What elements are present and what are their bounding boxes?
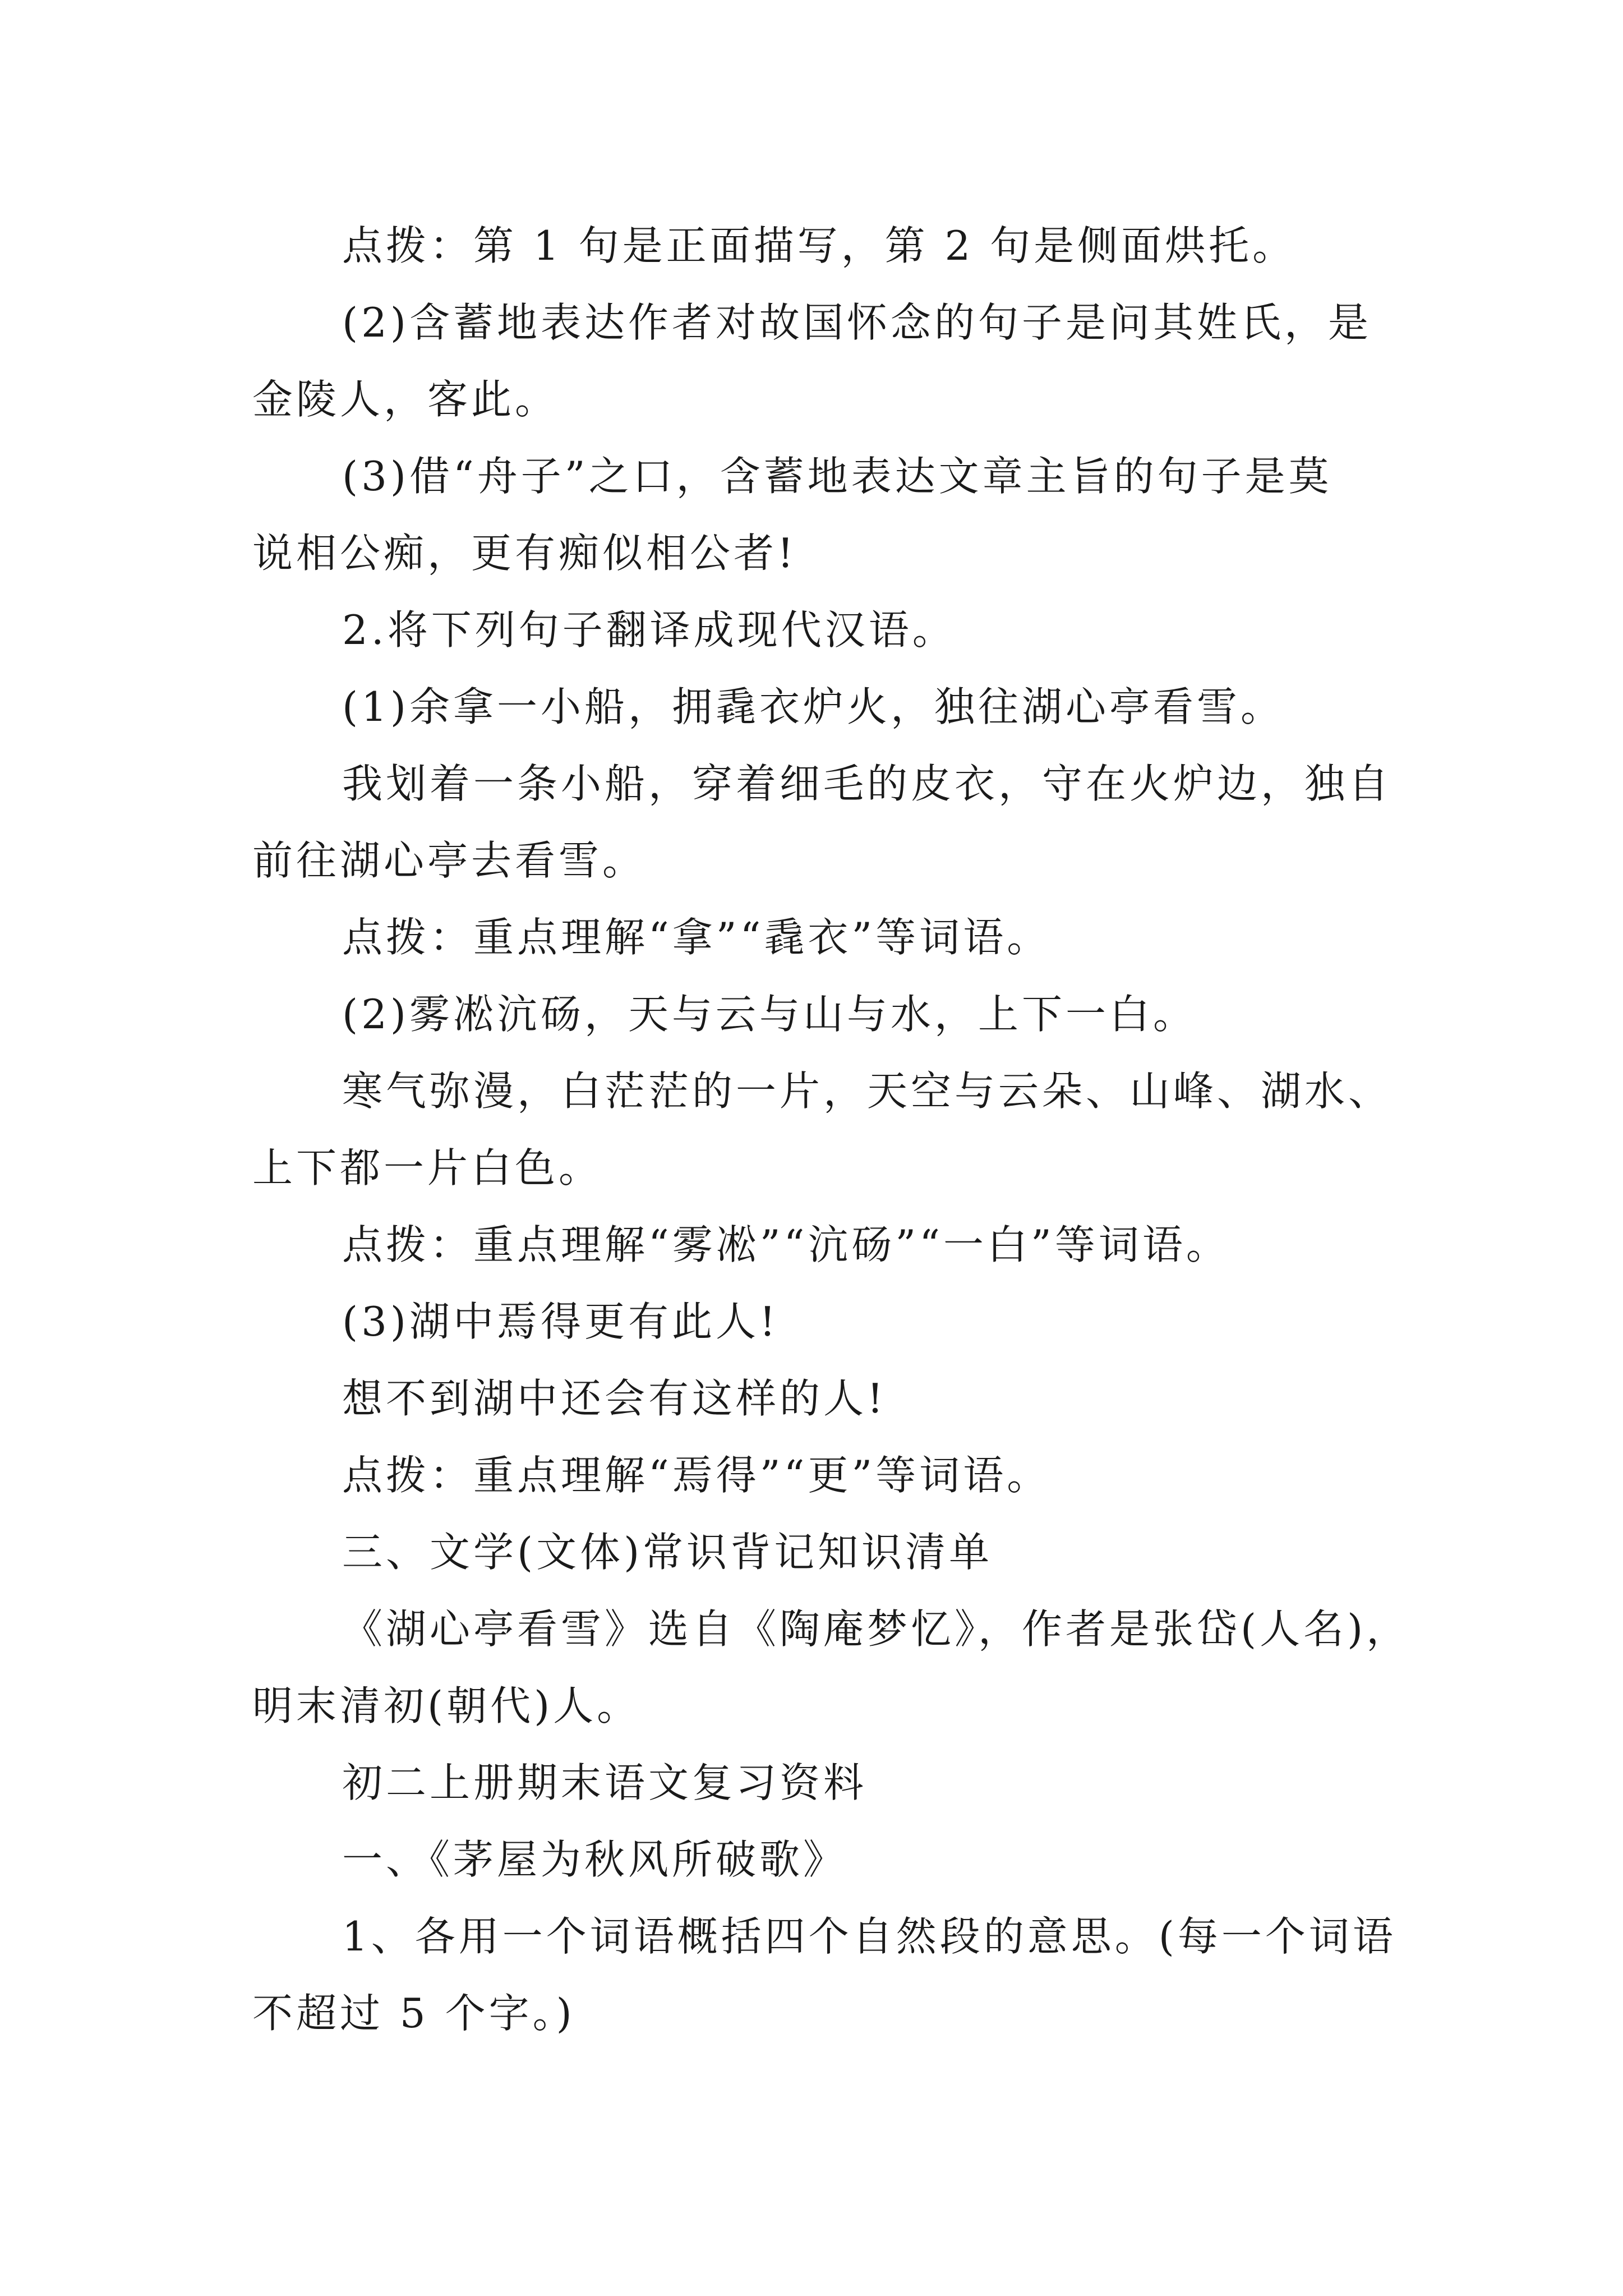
document-subtitle: 初二上册期末语文复习资料 xyxy=(342,1759,868,1806)
text-line: 说相公痴，更有痴似相公者! xyxy=(252,530,797,577)
text-line: (1)余拿一小船，拥毳衣炉火，独往湖心亭看雪。 xyxy=(342,683,1284,730)
text-line: 点拨：重点理解“拿”“毳衣”等词语。 xyxy=(342,914,1051,961)
text-line: 金陵人，客此。 xyxy=(252,376,559,423)
text-line: 点拨：重点理解“焉得”“更”等词语。 xyxy=(342,1452,1051,1499)
text-line: (2)含蓄地表达作者对故国怀念的句子是问其姓氏，是 xyxy=(342,299,1372,346)
text-line: 上下都一片白色。 xyxy=(252,1144,603,1191)
text-line: 前往湖心亭去看雪。 xyxy=(252,837,647,884)
text-line: 明末清初(朝代)人。 xyxy=(252,1682,641,1729)
section-heading: 一、《茅屋为秋风所破歌》 xyxy=(342,1836,847,1883)
text-line: 《湖心亭看雪》选自《陶庵梦忆》，作者是张岱(人名)， xyxy=(342,1605,1410,1653)
text-line: 点拨：第 1 句是正面描写，第 2 句是侧面烘托。 xyxy=(342,222,1297,269)
text-line: 寒气弥漫，白茫茫的一片，天空与云朵、山峰、湖水、 xyxy=(342,1068,1393,1115)
text-line: 1、各用一个词语概括四个自然段的意思。(每一个词语 xyxy=(342,1913,1396,1960)
text-line: 我划着一条小船，穿着细毛的皮衣，守在火炉边，独自 xyxy=(342,760,1393,807)
text-line: 2.将下列句子翻译成现代汉语。 xyxy=(342,606,956,654)
document-body xyxy=(252,208,1453,2052)
text-line: (3)湖中焉得更有此人! xyxy=(342,1298,779,1345)
text-line: 不超过 5 个字。) xyxy=(252,1990,575,2037)
text-line: (3)借“舟子”之口，含蓄地表达文章主旨的句子是莫 xyxy=(342,453,1332,500)
text-line: 想不到湖中还会有这样的人! xyxy=(342,1375,887,1422)
text-line: (2)雾凇沆砀，天与云与山与水，上下一白。 xyxy=(342,991,1197,1038)
text-line: 点拨：重点理解“雾凇”“沆砀”“一白”等词语。 xyxy=(342,1221,1230,1268)
section-heading: 三、文学(文体)常识背记知识清单 xyxy=(342,1529,993,1576)
